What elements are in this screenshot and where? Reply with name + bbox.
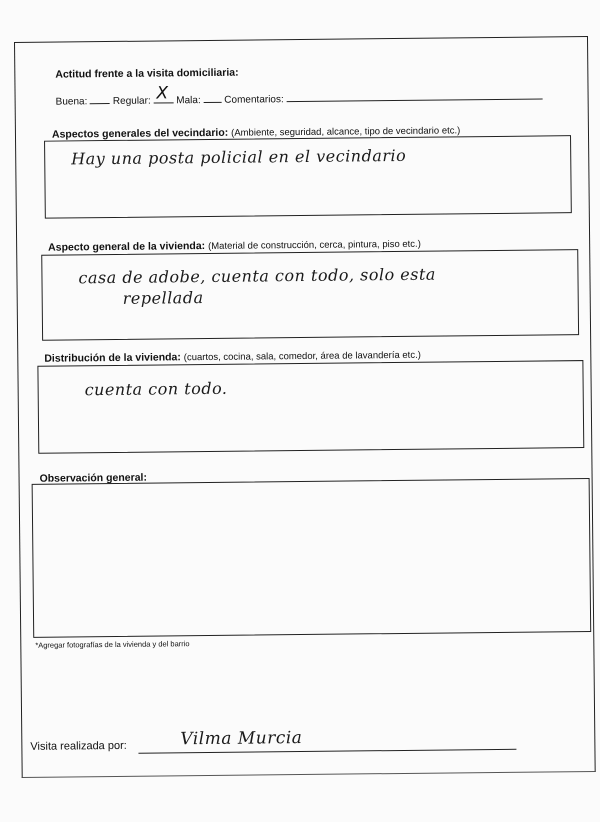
observation-answer-box[interactable]	[32, 478, 592, 638]
visitor-signature: Vilma Murcia	[180, 728, 303, 750]
housing-answer-box[interactable]	[41, 249, 579, 341]
attitude-title: Actitud frente a la visita domiciliaria:	[55, 66, 239, 81]
photo-note: *Agregar fotografías de la vivienda y del barrio	[35, 639, 190, 650]
distribution-answer-box[interactable]	[37, 360, 584, 454]
neighborhood-hint: (Ambiente, seguridad, alcance, tipo de vecindario etc.)	[231, 125, 461, 139]
form-sheet	[14, 36, 596, 778]
housing-hint: (Material de construcción, cerca, pintura, piso etc.)	[208, 238, 421, 252]
distribution-answer: cuenta con todo.	[84, 378, 228, 400]
observation-title: Observación general:	[39, 471, 148, 485]
comentarios-blank[interactable]	[286, 88, 542, 102]
regular-check-mark: X	[156, 83, 169, 104]
visit-label: Visita realizada por:	[30, 739, 127, 753]
neighborhood-title-text: Aspectos generales del vecindario:	[51, 126, 229, 141]
housing-answer-line1: casa de adobe, cuenta con todo, solo esta	[78, 264, 437, 288]
distribution-hint: (cuartos, cocina, sala, comedor, área de lavandería etc.)	[183, 349, 421, 364]
comentarios-label: Comentarios:	[224, 94, 284, 106]
buena-blank[interactable]	[90, 93, 110, 104]
housing-title-text: Aspecto general de la vivienda:	[48, 240, 206, 254]
housing-answer-line2: repellada	[122, 288, 204, 308]
attitude-options-row	[55, 83, 543, 108]
buena-label: Buena:	[55, 96, 88, 108]
distribution-title-text: Distribución de la vivienda:	[44, 351, 181, 365]
regular-label: Regular:	[112, 95, 151, 107]
regular-blank[interactable]	[153, 83, 173, 104]
signature-line[interactable]	[138, 749, 516, 754]
neighborhood-answer-box[interactable]	[44, 135, 572, 219]
neighborhood-answer: Hay una posta policial en el vecindario	[71, 145, 407, 169]
mala-blank[interactable]	[203, 92, 221, 103]
mala-label: Mala:	[176, 95, 201, 107]
